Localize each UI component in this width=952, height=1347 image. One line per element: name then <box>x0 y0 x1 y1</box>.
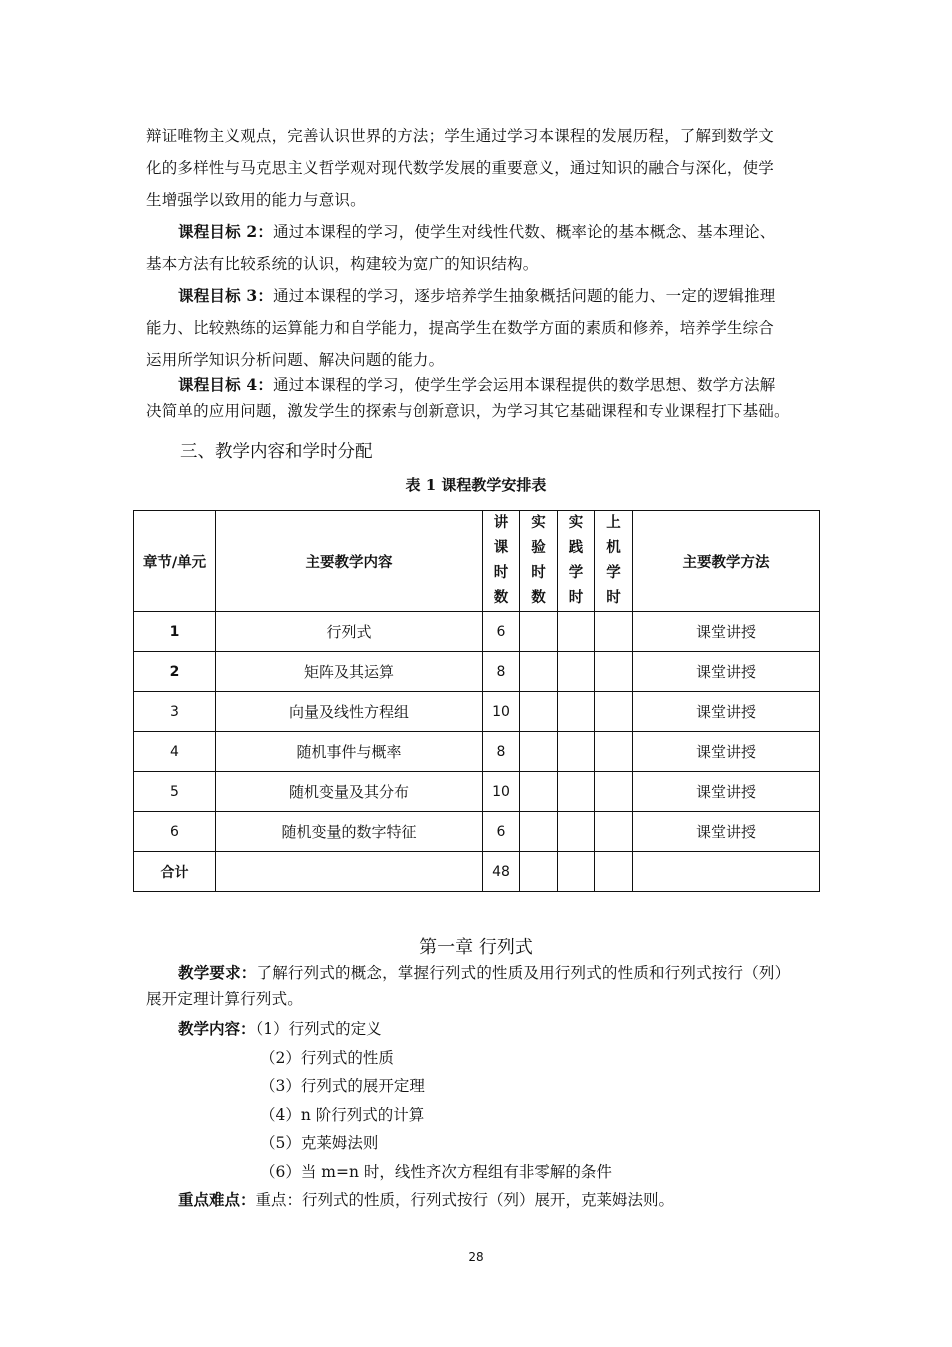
intro-paragraph <box>146 120 810 216</box>
goal-3-label: 课程目标 3： <box>178 286 274 305</box>
cell-content: 随机变量的数字特征 <box>216 812 483 852</box>
cell-lecture: 6 <box>483 812 520 852</box>
cell-method: 课堂讲授 <box>633 612 820 652</box>
cell-chapter: 3 <box>134 692 216 732</box>
cell-method: 课堂讲授 <box>633 812 820 852</box>
table-row <box>134 772 820 812</box>
cell-lab <box>520 812 558 852</box>
list-item: （1）行列式的定义 <box>255 1020 382 1038</box>
requirement-text: 了解行列式的概念，掌握行列式的性质及用行列式的性质和行列式按行（列） <box>256 964 791 982</box>
requirement-label: 教学要求： <box>178 964 257 982</box>
cell-chapter: 6 <box>134 812 216 852</box>
goal-3-text: 通过本课程的学习，逐步培养学生抽象概括问题的能力、一定的逻辑推理 <box>273 287 776 305</box>
cell-lecture: 8 <box>483 732 520 772</box>
header-method: 主要教学方法 <box>633 511 820 612</box>
cell-content: 矩阵及其运算 <box>216 652 483 692</box>
cell-practice <box>558 852 595 892</box>
cell-method: 课堂讲授 <box>633 692 820 732</box>
schedule-table <box>133 510 820 892</box>
chapter-title: 第一章 行列式 <box>419 937 533 958</box>
cell-practice <box>558 652 595 692</box>
list-item: （4）n 阶行列式的计算 <box>260 1105 425 1124</box>
cell-chapter: 5 <box>134 772 216 812</box>
cell-lecture: 10 <box>483 692 520 732</box>
key-points-label: 重点难点： <box>178 1191 256 1209</box>
cell-computer <box>595 772 633 812</box>
goal-4-text: 决简单的应用问题，激发学生的探索与创新意识，为学习其它基础课程和专业课程打下基础。 <box>146 402 790 420</box>
goal-4-paragraph <box>146 372 810 424</box>
cell-chapter: 1 <box>134 612 216 652</box>
requirement-paragraph <box>146 960 810 1012</box>
cell-computer <box>595 812 633 852</box>
goal-4-label: 课程目标 4： <box>178 375 274 394</box>
section-heading: 三、教学内容和学时分配 <box>180 442 373 462</box>
header-practice-hours: 实 践 学 时 <box>558 511 595 612</box>
cell-computer <box>595 692 633 732</box>
intro-line: 生增强学以致用的能力与意识。 <box>146 191 366 209</box>
cell-method <box>633 852 820 892</box>
cell-computer <box>595 732 633 772</box>
cell-lecture: 10 <box>483 772 520 812</box>
cell-method: 课堂讲授 <box>633 772 820 812</box>
list-item: （3）行列式的展开定理 <box>260 1077 425 1095</box>
header-content: 主要教学内容 <box>216 511 483 612</box>
goal-2-text: 基本方法有比较系统的认识，构建较为宽广的知识结构。 <box>146 255 539 273</box>
cell-method: 课堂讲授 <box>633 732 820 772</box>
cell-method: 课堂讲授 <box>633 652 820 692</box>
cell-practice <box>558 732 595 772</box>
goal-3-paragraph <box>146 280 810 376</box>
page-number: 28 <box>468 1250 484 1264</box>
cell-lab <box>520 612 558 652</box>
header-computer-hours: 上 机 学 时 <box>595 511 633 612</box>
table-total-row <box>134 852 820 892</box>
cell-content: 随机变量及其分布 <box>216 772 483 812</box>
cell-lab <box>520 852 558 892</box>
content-label: 教学内容： <box>178 1020 256 1038</box>
table-row <box>134 812 820 852</box>
goal-2-paragraph <box>146 216 810 280</box>
table-row <box>134 692 820 732</box>
table-row <box>134 612 820 652</box>
header-lab-hours: 实 验 时 数 <box>520 511 558 612</box>
cell-total-label: 合计 <box>134 852 216 892</box>
cell-content: 随机事件与概率 <box>216 732 483 772</box>
list-item: （6）当 m=n 时，线性齐次方程组有非零解的条件 <box>260 1162 612 1181</box>
cell-lab <box>520 772 558 812</box>
cell-computer <box>595 852 633 892</box>
goal-3-text: 能力、比较熟练的运算能力和自学能力，提高学生在数学方面的素质和修养，培养学生综合 <box>146 319 775 337</box>
cell-lecture: 8 <box>483 652 520 692</box>
table-caption: 表 1 课程教学安排表 <box>405 476 547 494</box>
goal-2-text: 通过本课程的学习，使学生对线性代数、概率论的基本概念、基本理论、 <box>273 223 776 241</box>
cell-computer <box>595 652 633 692</box>
cell-lecture: 6 <box>483 612 520 652</box>
cell-lab <box>520 732 558 772</box>
requirement-text: 展开定理计算行列式。 <box>146 990 304 1008</box>
list-item: （2）行列式的性质 <box>260 1048 394 1067</box>
list-item: （5）克莱姆法则 <box>260 1134 379 1152</box>
cell-practice <box>558 772 595 812</box>
table-header-row <box>134 511 820 612</box>
cell-practice <box>558 812 595 852</box>
intro-line: 化的多样性与马克思主义哲学观对现代数学发展的重要意义，通过知识的融合与深化，使学 <box>146 159 775 177</box>
cell-total-lecture: 48 <box>483 852 520 892</box>
cell-lab <box>520 692 558 732</box>
cell-lab <box>520 652 558 692</box>
cell-computer <box>595 612 633 652</box>
goal-3-text: 运用所学知识分析问题、解决问题的能力。 <box>146 351 445 369</box>
header-chapter: 章节/单元 <box>134 511 216 612</box>
cell-chapter: 2 <box>134 652 216 692</box>
cell-content: 向量及线性方程组 <box>216 692 483 732</box>
teaching-content <box>146 1015 810 1215</box>
table-row <box>134 732 820 772</box>
cell-chapter: 4 <box>134 732 216 772</box>
cell-content: 行列式 <box>216 612 483 652</box>
cell-practice <box>558 692 595 732</box>
cell-content <box>216 852 483 892</box>
goal-4-text: 通过本课程的学习，使学生学会运用本课程提供的数学思想、数学方法解 <box>273 376 776 394</box>
cell-practice <box>558 612 595 652</box>
header-lecture-hours: 讲 课 时 数 <box>483 511 520 612</box>
key-points-text: 重点：行列式的性质，行列式按行（列）展开，克莱姆法则。 <box>255 1191 675 1209</box>
table-row <box>134 652 820 692</box>
intro-line: 辩证唯物主义观点，完善认识世界的方法；学生通过学习本课程的发展历程，了解到数学文 <box>146 127 775 145</box>
goal-2-label: 课程目标 2： <box>178 222 274 241</box>
